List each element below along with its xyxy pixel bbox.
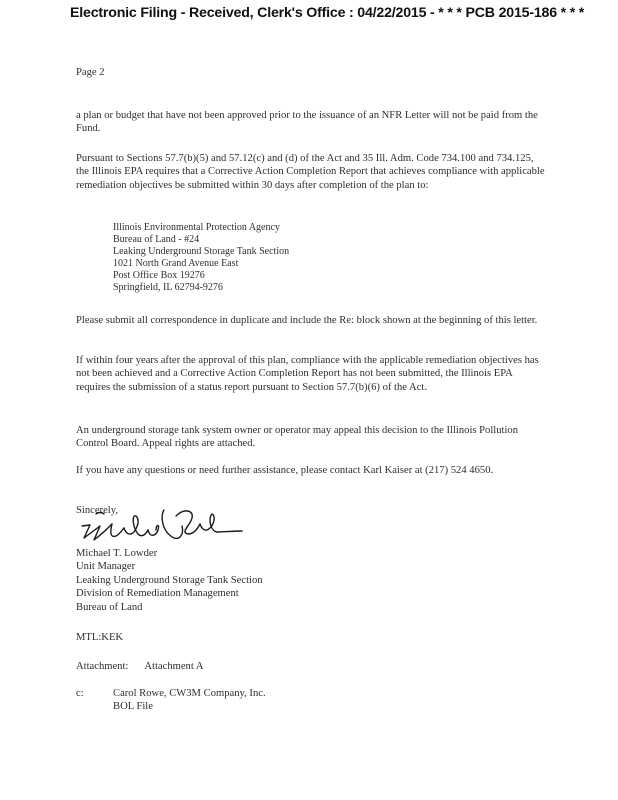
signer-division: Division of Remediation Management (76, 588, 239, 600)
paragraph-appeal-rights: An underground storage tank system owner or operator may appeal this decision to the Illinois Pollution Control Board. Appeal rights are attached. (76, 425, 519, 450)
cc-recipient: BOL File (113, 701, 153, 713)
signature-block (76, 547, 263, 614)
signer-bureau: Bureau of Land (76, 601, 143, 613)
mailing-address (113, 222, 289, 294)
attachment-line (76, 660, 204, 673)
address-line: Illinois Environmental Protection Agency (113, 222, 280, 233)
address-line: Bureau of Land - #24 (113, 234, 200, 245)
paragraph-contact: If you have any questions or need further assistance, please contact Karl Kaiser at (217) 524 4650. (76, 465, 494, 476)
address-line: Leaking Underground Storage Tank Section (113, 246, 290, 257)
paragraph-status-report: If within four years after the approval of this plan, compliance with the applicable remediation objectives has not been achieved and a Corrective Action Completion Report has not been submitted, the Illinois EPA requires the submission of a status report pursuant to Section 57.7(b)(6) of the Act. (76, 355, 539, 393)
handwritten-signature (76, 504, 246, 548)
paragraph-corrective-action-report: Pursuant to Sections 57.7(b)(5) and 57.12(c) and (d) of the Act and 35 Ill. Adm. Code 734.100 and 734.125, the Illinois EPA requires that a Corrective Action Completion Report that achieves compliance with applicable remediation objectives be submitted within 30 days after completion of the plan to: (76, 153, 545, 191)
typist-initials: MTL:KEK (76, 632, 124, 643)
cc-recipient: Carol Rowe, CW3M Company, Inc. (113, 688, 266, 699)
address-line: Springfield, IL 62794-9276 (113, 282, 223, 293)
cc-recipients (113, 687, 266, 714)
attachment-label: Attachment: (76, 661, 129, 672)
paragraph-nfr-letter: a plan or budget that have not been approved prior to the issuance of an NFR Letter will not be paid from the Fund. (76, 110, 538, 135)
signer-title: Unit Manager (76, 561, 136, 573)
signer-name: Michael T. Lowder (76, 548, 158, 559)
paragraph-submit-correspondence: Please submit all correspondence in duplicate and include the Re: block shown at the beginning of this letter. (76, 315, 538, 326)
cc-label: c: (76, 688, 84, 699)
page-number: Page 2 (76, 67, 105, 78)
attachment-value: Attachment A (144, 661, 204, 672)
closing-salutation: Sincerely, (76, 505, 118, 516)
address-line: Post Office Box 19276 (113, 270, 205, 281)
signer-section: Leaking Underground Storage Tank Section (76, 574, 263, 586)
address-line: 1021 North Grand Avenue East (113, 258, 239, 269)
filing-stamp-header: Electronic Filing - Received, Clerk's Office : 04/22/2015 - * * * PCB 2015-186 * * * (70, 5, 585, 21)
